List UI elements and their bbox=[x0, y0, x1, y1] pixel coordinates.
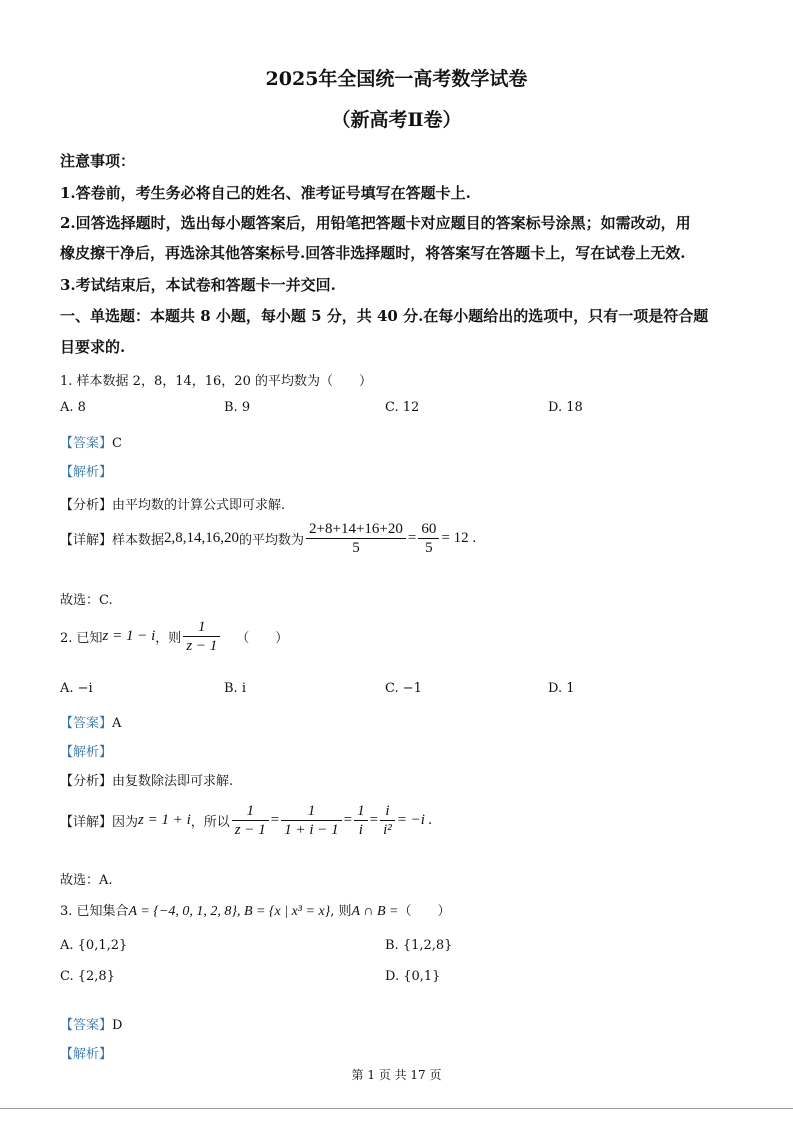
question-2-option-a: A. −i bbox=[60, 681, 93, 696]
stem-prefix: 3. 已知集合 bbox=[60, 904, 129, 919]
notice-heading: 注意事项： bbox=[60, 152, 136, 170]
question-1-detail bbox=[60, 520, 476, 557]
fraction-numerator: 2+8+14+16+20 bbox=[306, 520, 406, 539]
answer-value: D bbox=[112, 1018, 123, 1033]
detail-label: 【详解】 bbox=[60, 533, 113, 548]
answer-value: C bbox=[112, 436, 122, 451]
choice-label: 故选： bbox=[60, 873, 100, 888]
question-1-fenxi bbox=[60, 494, 285, 513]
stem-sets: A = {−4, 0, 1, 2, 8}, B = {x | x³ = x} bbox=[128, 904, 331, 919]
fraction-result bbox=[418, 520, 439, 557]
question-1-option-b: B. 9 bbox=[224, 400, 251, 415]
question-1-option-d: D. 18 bbox=[548, 400, 583, 415]
fenxi-label: 【分析】 bbox=[60, 498, 113, 513]
question-1-choice bbox=[60, 589, 113, 608]
notice-item-1: 1.答卷前，考生务必将自己的姓名、准考证号填写在答题卡上. bbox=[60, 184, 471, 202]
question-3-option-c: C. {2,8} bbox=[60, 969, 115, 984]
bottom-divider bbox=[0, 1108, 793, 1109]
stem-expression: A ∩ B = bbox=[351, 904, 399, 919]
stem-mid: , 则 bbox=[330, 904, 352, 919]
detail-label: 【详解】 bbox=[60, 815, 113, 830]
question-2-choice bbox=[60, 869, 113, 888]
fenxi-text: 由复数除法即可求解. bbox=[112, 774, 234, 789]
detail-mid: 的平均数为 bbox=[239, 533, 305, 548]
equals-sign: = bbox=[343, 812, 353, 828]
question-2-option-b: B. i bbox=[224, 681, 246, 696]
stem-suffix: （ ） bbox=[398, 904, 451, 919]
fraction-numerator: 60 bbox=[418, 520, 439, 539]
choice-label: 故选： bbox=[60, 593, 100, 608]
question-1-analysis-label: 【解析】 bbox=[60, 465, 113, 480]
fraction-denominator: i bbox=[358, 822, 363, 838]
section-heading-line-2: 目要求的. bbox=[60, 338, 126, 356]
question-2-detail bbox=[60, 802, 432, 839]
fenxi-label: 【分析】 bbox=[60, 774, 113, 789]
question-3-stem bbox=[60, 900, 450, 920]
answer-label: 【答案】 bbox=[60, 436, 113, 451]
fraction-numerator: 1 bbox=[183, 618, 220, 637]
detail-equation: z = 1 + i bbox=[138, 812, 191, 828]
fraction-denominator: z − 1 bbox=[186, 638, 218, 654]
stem-suffix: （ ） bbox=[236, 631, 289, 646]
question-1-option-a: A. 8 bbox=[60, 400, 86, 415]
answer-value: A bbox=[112, 716, 122, 731]
detail-prefix: 因为 bbox=[112, 815, 139, 830]
stem-equation: z = 1 − i bbox=[102, 628, 156, 644]
fraction-numerator: 1 bbox=[232, 802, 269, 821]
equals-sign: = bbox=[270, 812, 280, 828]
question-2-answer bbox=[60, 712, 121, 731]
fraction-2 bbox=[281, 802, 341, 839]
question-3-analysis-label: 【解析】 bbox=[60, 1047, 113, 1062]
question-1-option-c: C. 12 bbox=[385, 400, 420, 415]
question-2-fenxi bbox=[60, 770, 233, 789]
answer-label: 【答案】 bbox=[60, 716, 113, 731]
notice-item-2-line-2: 橡皮擦干净后，再选涂其他答案标号.回答非选择题时，将答案写在答题卡上，写在试卷上无效. bbox=[60, 244, 686, 262]
fraction-denominator: 5 bbox=[425, 540, 433, 556]
answer-label: 【答案】 bbox=[60, 1018, 113, 1033]
fraction-sum bbox=[306, 520, 406, 557]
fraction-denominator: 1 + i − 1 bbox=[284, 822, 339, 838]
detail-mid: ，所以 bbox=[190, 815, 230, 830]
fraction-numerator: i bbox=[380, 802, 395, 821]
question-3-answer bbox=[60, 1014, 122, 1033]
detail-data: 2,8,14,16,20 bbox=[164, 530, 240, 546]
detail-prefix: 样本数据 bbox=[112, 533, 165, 548]
page-title: 2025年全国统一高考数学试卷 bbox=[265, 68, 528, 90]
detail-result: = 12 . bbox=[441, 530, 477, 546]
fraction-denominator: 5 bbox=[352, 540, 360, 556]
fraction-numerator: 1 bbox=[354, 802, 368, 821]
fraction-denominator: z − 1 bbox=[234, 822, 266, 838]
question-1-stem: 1. 样本数据 2，8，14，16，20 的平均数为（ ） bbox=[60, 374, 372, 389]
choice-value: C. bbox=[99, 593, 113, 608]
detail-result: = −i . bbox=[396, 812, 433, 828]
question-2-option-c: C. −1 bbox=[385, 681, 422, 696]
page-subtitle: （新高考Ⅱ卷） bbox=[331, 109, 462, 131]
notice-item-3: 3.考试结束后，本试卷和答题卡一并交回. bbox=[60, 276, 336, 294]
stem-fraction bbox=[183, 618, 220, 655]
question-3-option-d: D. {0,1} bbox=[385, 969, 441, 984]
stem-prefix: 2. 已知 bbox=[60, 631, 103, 646]
fraction-numerator: 1 bbox=[281, 802, 341, 821]
fraction-denominator: i² bbox=[383, 822, 392, 838]
fraction-1 bbox=[232, 802, 269, 839]
section-heading-line-1: 一、单选题：本题共 8 小题，每小题 5 分，共 40 分.在每小题给出的选项中，只有一项是符合题 bbox=[60, 307, 709, 325]
fraction-3 bbox=[354, 802, 368, 839]
question-2-option-d: D. 1 bbox=[548, 681, 575, 696]
notice-item-2-line-1: 2.回答选择题时，选出每小题答案后，用铅笔把答题卡对应题目的答案标号涂黑；如需改动，用 bbox=[60, 214, 691, 232]
choice-value: A. bbox=[99, 873, 113, 888]
fraction-4 bbox=[380, 802, 395, 839]
question-3-option-a: A. {0,1,2} bbox=[60, 938, 128, 953]
fenxi-text: 由平均数的计算公式即可求解. bbox=[112, 498, 286, 513]
stem-mid: ，则 bbox=[155, 631, 182, 646]
equals-sign: = bbox=[407, 530, 417, 546]
equals-sign: = bbox=[369, 812, 379, 828]
question-2-analysis-label: 【解析】 bbox=[60, 745, 113, 760]
question-2-stem bbox=[60, 618, 288, 655]
question-1-answer bbox=[60, 432, 122, 451]
page-number: 第 1 页 共 17 页 bbox=[351, 1068, 442, 1082]
question-3-option-b: B. {1,2,8} bbox=[385, 938, 453, 953]
